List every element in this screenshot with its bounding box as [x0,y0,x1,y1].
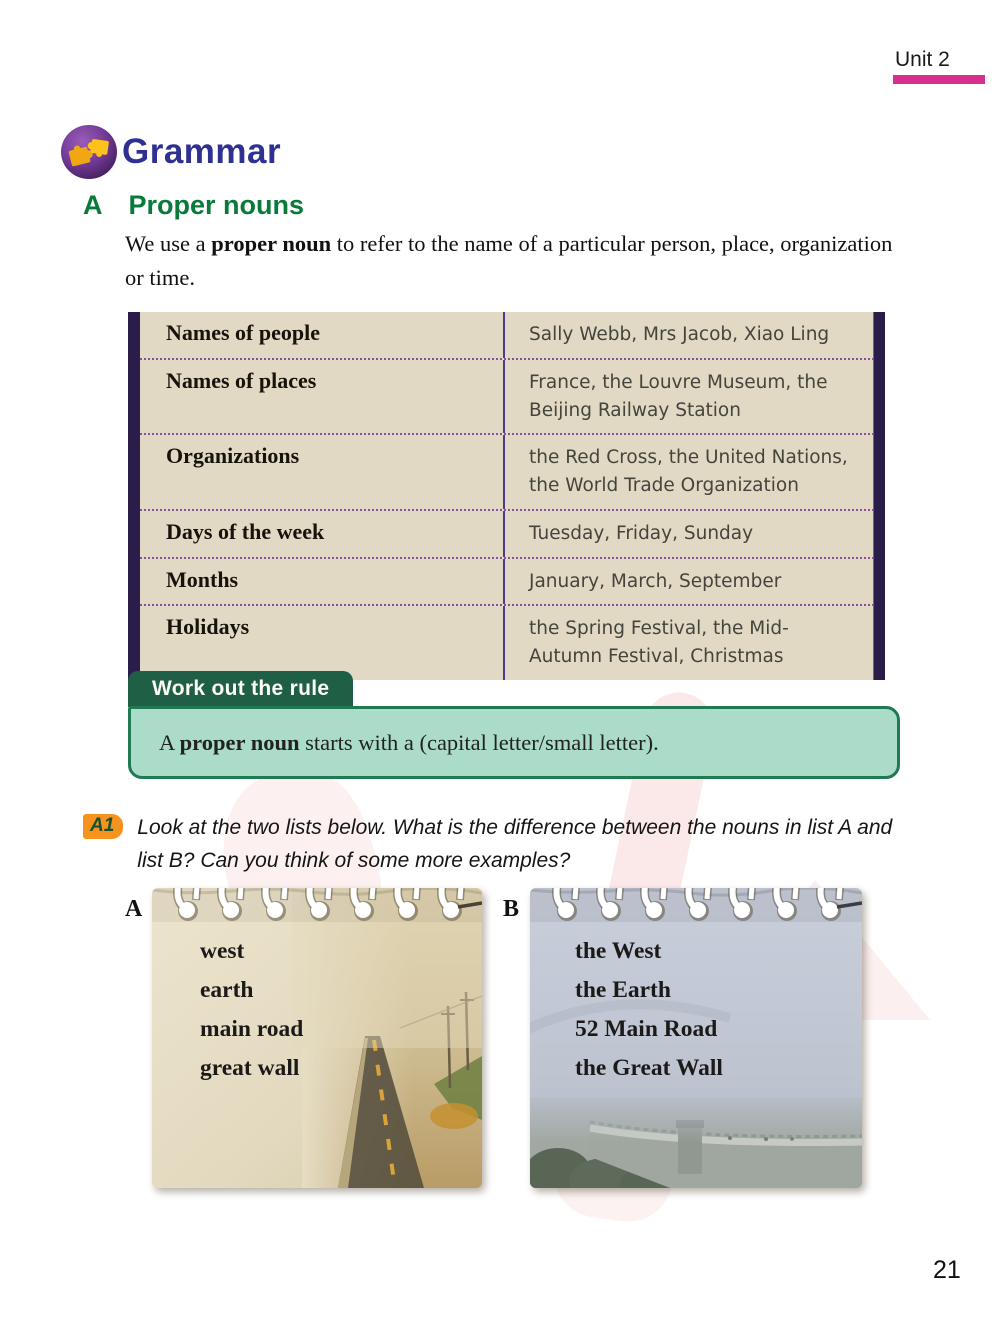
row-label: Names of people [166,320,320,345]
unit-label: Unit 2 [895,48,950,71]
table-row [140,559,874,607]
list-item: west [200,938,245,964]
table-row [140,312,874,360]
list-a-items [200,938,303,1094]
table-row [140,511,874,559]
list-item: main road [200,1016,304,1042]
unit-accent-bar [893,75,985,84]
rule-tab: Work out the rule [128,671,353,707]
table-row [140,606,874,680]
rule-term: proper noun [179,729,300,755]
list-item: earth [200,977,254,1003]
intro-paragraph [125,227,900,295]
exercise-badge: A1 [83,814,123,839]
page-number: 21 [933,1256,961,1284]
row-label: Organizations [166,443,300,469]
list-a-label: A [125,896,143,922]
row-value: France, the Louvre Museum, the Beijing Railway Station [503,360,874,434]
row-label: Days of the week [166,518,325,544]
table-row [140,360,874,436]
list-b-label: B [503,896,520,922]
page-title: Grammar [122,132,282,171]
list-item: the Great Wall [575,1055,723,1081]
list-item: the West [575,938,662,964]
section-heading [83,190,304,221]
rule-pre: A [159,729,180,755]
intro-pre: We use a [125,231,212,256]
unit-header [893,48,985,84]
note-paper-b [530,888,862,1188]
list-item: 52 Main Road [575,1016,718,1042]
row-value: January, March, September [503,559,874,605]
exercise-a1 [83,812,913,877]
row-value: the Spring Festival, the Mid-Autumn Festival, Christmas [503,606,874,680]
list-b-items [575,938,723,1094]
list-item: great wall [200,1055,300,1081]
note-paper-a [152,888,482,1188]
table-row [140,435,874,511]
intro-post: to refer to the name of a particular person, place, organization or time. [125,231,893,290]
proper-nouns-table [128,312,885,680]
rule-text [159,730,659,756]
row-value: Tuesday, Friday, Sunday [503,511,874,557]
rule-box [128,706,900,779]
intro-term: proper noun [211,231,332,256]
exercise-instruction: Look at the two lists below. What is the difference between the nouns in list A and list B? Can you think of some more examples? [137,816,893,872]
grammar-header [60,124,281,180]
puzzle-pieces-icon [60,124,118,180]
rule-post: starts with a (capital letter/small letter). [299,729,659,755]
section-letter: A [83,190,103,220]
row-label: Months [166,566,239,592]
row-value: the Red Cross, the United Nations, the World Trade Organization [503,435,874,509]
row-value: Sally Webb, Mrs Jacob, Xiao Ling [503,312,874,358]
row-label: Holidays [166,614,250,640]
section-title: Proper nouns [128,190,305,220]
list-item: the Earth [575,977,671,1003]
row-label: Names of places [166,367,317,393]
